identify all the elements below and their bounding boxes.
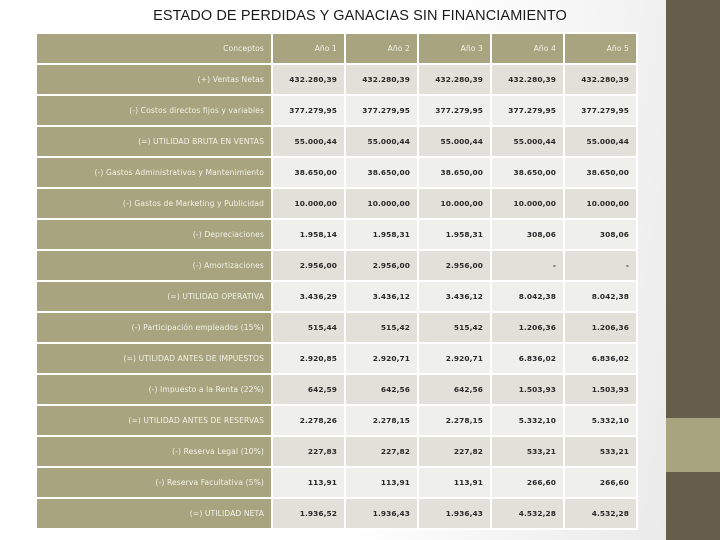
column-header-year-4: Año 4 xyxy=(492,34,563,63)
cell-year-4: 10.000,00 xyxy=(492,189,563,218)
row-concept-label: (-) Gastos de Marketing y Publicidad xyxy=(37,189,271,218)
cell-year-1: 515,44 xyxy=(273,313,344,342)
cell-year-5: 1.503,93 xyxy=(565,375,636,404)
column-header-conceptos: Conceptos xyxy=(37,34,271,63)
row-concept-label: (-) Participación empleados (15%) xyxy=(37,313,271,342)
row-concept-label: (=) UTILIDAD ANTES DE RESERVAS xyxy=(37,406,271,435)
cell-year-1: 642,59 xyxy=(273,375,344,404)
cell-year-5: 6.836,02 xyxy=(565,344,636,373)
cell-year-1: 3.436,29 xyxy=(273,282,344,311)
table-row xyxy=(37,499,636,528)
cell-year-4: 8.042,38 xyxy=(492,282,563,311)
cell-year-1: 55.000,44 xyxy=(273,127,344,156)
row-concept-label: (=) UTILIDAD NETA xyxy=(37,499,271,528)
table-row xyxy=(37,127,636,156)
cell-year-5: 8.042,38 xyxy=(565,282,636,311)
cell-year-4: 377.279,95 xyxy=(492,96,563,125)
cell-year-2: 3.436,12 xyxy=(346,282,417,311)
row-concept-label: (-) Reserva Legal (10%) xyxy=(37,437,271,466)
cell-year-1: 1.958,14 xyxy=(273,220,344,249)
cell-year-2: 515,42 xyxy=(346,313,417,342)
table-row xyxy=(37,468,636,497)
cell-year-3: 55.000,44 xyxy=(419,127,490,156)
table-row xyxy=(37,65,636,94)
cell-year-5: 266,60 xyxy=(565,468,636,497)
row-concept-label: (-) Depreciaciones xyxy=(37,220,271,249)
cell-year-3: 227,82 xyxy=(419,437,490,466)
table-row xyxy=(37,313,636,342)
cell-year-4: 533,21 xyxy=(492,437,563,466)
income-statement-table xyxy=(35,32,638,530)
cell-year-3: 2.956,00 xyxy=(419,251,490,280)
cell-year-3: 1.936,43 xyxy=(419,499,490,528)
table-row xyxy=(37,220,636,249)
cell-year-1: 227,83 xyxy=(273,437,344,466)
cell-year-3: 2.920,71 xyxy=(419,344,490,373)
cell-year-2: 55.000,44 xyxy=(346,127,417,156)
row-concept-label: (-) Reserva Facultativa (5%) xyxy=(37,468,271,497)
cell-year-5: - xyxy=(565,251,636,280)
cell-year-2: 10.000,00 xyxy=(346,189,417,218)
cell-year-5: 4.532,28 xyxy=(565,499,636,528)
cell-year-2: 2.278,15 xyxy=(346,406,417,435)
cell-year-1: 2.920,85 xyxy=(273,344,344,373)
column-header-year-1: Año 1 xyxy=(273,34,344,63)
cell-year-3: 1.958,31 xyxy=(419,220,490,249)
row-concept-label: (+) Ventas Netas xyxy=(37,65,271,94)
cell-year-4: 1.503,93 xyxy=(492,375,563,404)
cell-year-5: 377.279,95 xyxy=(565,96,636,125)
cell-year-3: 10.000,00 xyxy=(419,189,490,218)
table-row xyxy=(37,437,636,466)
row-concept-label: (=) UTILIDAD ANTES DE IMPUESTOS xyxy=(37,344,271,373)
cell-year-2: 377.279,95 xyxy=(346,96,417,125)
cell-year-1: 10.000,00 xyxy=(273,189,344,218)
cell-year-3: 642,56 xyxy=(419,375,490,404)
decorative-side-bar xyxy=(666,0,720,540)
decorative-side-band xyxy=(666,418,720,472)
cell-year-5: 1.206,36 xyxy=(565,313,636,342)
cell-year-2: 38.650,00 xyxy=(346,158,417,187)
cell-year-4: 4.532,28 xyxy=(492,499,563,528)
cell-year-5: 10.000,00 xyxy=(565,189,636,218)
row-concept-label: (-) Costos directos fijos y variables xyxy=(37,96,271,125)
column-header-year-3: Año 3 xyxy=(419,34,490,63)
cell-year-3: 2.278,15 xyxy=(419,406,490,435)
cell-year-3: 38.650,00 xyxy=(419,158,490,187)
cell-year-4: 432.280,39 xyxy=(492,65,563,94)
row-concept-label: (-) Impuesto a la Renta (22%) xyxy=(37,375,271,404)
cell-year-1: 432.280,39 xyxy=(273,65,344,94)
cell-year-1: 2.956,00 xyxy=(273,251,344,280)
cell-year-5: 5.332,10 xyxy=(565,406,636,435)
row-concept-label: (-) Gastos Administrativos y Mantenimiento xyxy=(37,158,271,187)
cell-year-5: 308,06 xyxy=(565,220,636,249)
cell-year-5: 432.280,39 xyxy=(565,65,636,94)
cell-year-2: 2.920,71 xyxy=(346,344,417,373)
cell-year-5: 55.000,44 xyxy=(565,127,636,156)
table-row xyxy=(37,375,636,404)
table-header-row xyxy=(37,34,636,63)
column-header-year-2: Año 2 xyxy=(346,34,417,63)
cell-year-2: 432.280,39 xyxy=(346,65,417,94)
cell-year-4: 6.836,02 xyxy=(492,344,563,373)
cell-year-4: - xyxy=(492,251,563,280)
cell-year-4: 38.650,00 xyxy=(492,158,563,187)
page-title: ESTADO DE PERDIDAS Y GANACIAS SIN FINANCIAMIENTO xyxy=(153,8,567,24)
table-row xyxy=(37,406,636,435)
table-row xyxy=(37,251,636,280)
cell-year-4: 5.332,10 xyxy=(492,406,563,435)
cell-year-1: 113,91 xyxy=(273,468,344,497)
cell-year-2: 1.958,31 xyxy=(346,220,417,249)
cell-year-3: 432.280,39 xyxy=(419,65,490,94)
cell-year-5: 38.650,00 xyxy=(565,158,636,187)
cell-year-2: 227,82 xyxy=(346,437,417,466)
row-concept-label: (=) UTILIDAD BRUTA EN VENTAS xyxy=(37,127,271,156)
cell-year-1: 38.650,00 xyxy=(273,158,344,187)
cell-year-4: 55.000,44 xyxy=(492,127,563,156)
row-concept-label: (=) UTILIDAD OPERATIVA xyxy=(37,282,271,311)
row-concept-label: (-) Amortizaciones xyxy=(37,251,271,280)
cell-year-5: 533,21 xyxy=(565,437,636,466)
table-row xyxy=(37,158,636,187)
cell-year-2: 113,91 xyxy=(346,468,417,497)
cell-year-4: 266,60 xyxy=(492,468,563,497)
cell-year-1: 2.278,26 xyxy=(273,406,344,435)
cell-year-3: 113,91 xyxy=(419,468,490,497)
cell-year-4: 308,06 xyxy=(492,220,563,249)
cell-year-1: 1.936,52 xyxy=(273,499,344,528)
table-row xyxy=(37,96,636,125)
table-row xyxy=(37,282,636,311)
cell-year-2: 642,56 xyxy=(346,375,417,404)
cell-year-2: 1.936,43 xyxy=(346,499,417,528)
cell-year-2: 2.956,00 xyxy=(346,251,417,280)
cell-year-4: 1.206,36 xyxy=(492,313,563,342)
table-row xyxy=(37,189,636,218)
cell-year-3: 515,42 xyxy=(419,313,490,342)
cell-year-1: 377.279,95 xyxy=(273,96,344,125)
cell-year-3: 3.436,12 xyxy=(419,282,490,311)
column-header-year-5: Año 5 xyxy=(565,34,636,63)
cell-year-3: 377.279,95 xyxy=(419,96,490,125)
table-row xyxy=(37,344,636,373)
